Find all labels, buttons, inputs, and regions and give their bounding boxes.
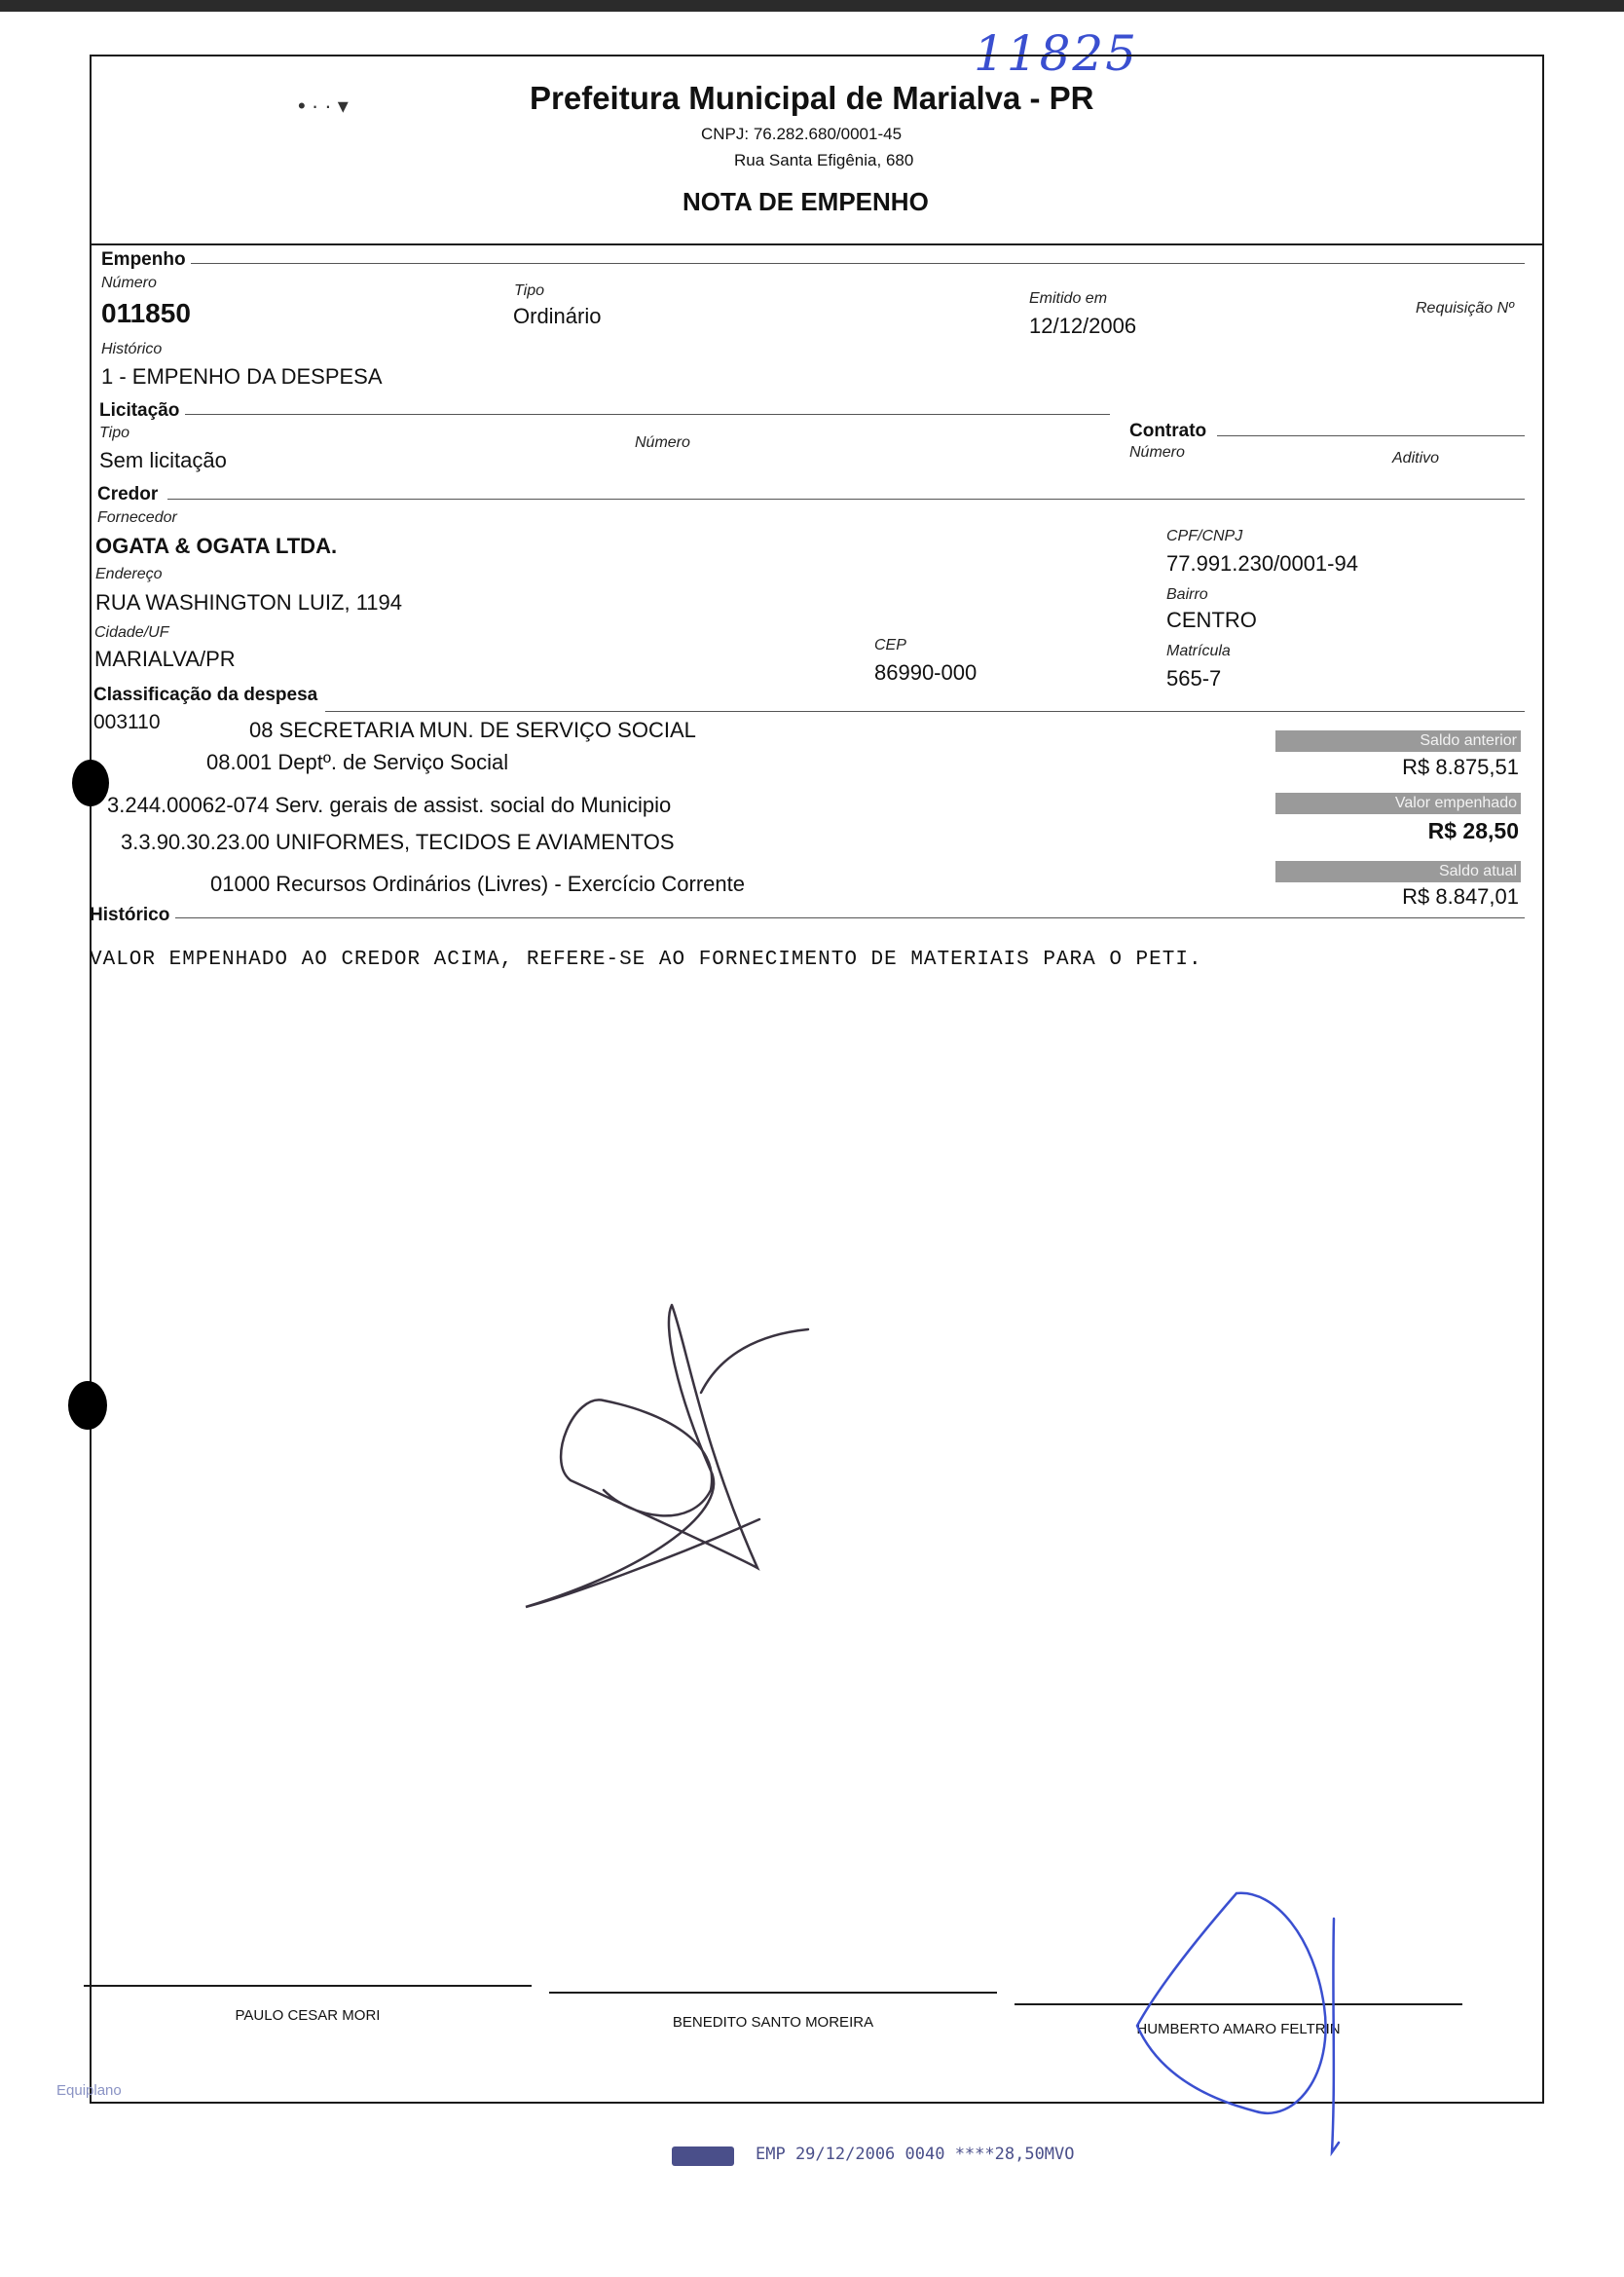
endereco-label: Endereço [95,566,163,582]
licitacao-numero-label: Número [635,434,690,451]
empenho-rule [191,263,1525,264]
signatory-3: HUMBERTO AMARO FELTRIN [1136,2021,1341,2037]
fornecedor-label: Fornecedor [97,509,177,526]
punch-hole-top [72,760,109,806]
handwritten-number: 11825 [974,25,1139,82]
classificacao-orgao: 08 SECRETARIA MUN. DE SERVIÇO SOCIAL [249,718,696,742]
signatory-1: PAULO CESAR MORI [235,2007,381,2024]
software-watermark: Equiplano [56,2082,122,2099]
cep-label: CEP [874,637,906,653]
bairro-label: Bairro [1166,586,1208,603]
valor-empenhado-label: Valor empenhado [1275,793,1521,814]
licitacao-section-title: Licitação [99,400,180,421]
cpf-label: CPF/CNPJ [1166,528,1243,544]
signature-line-2 [549,1992,997,1994]
matricula-value: 565-7 [1166,666,1222,691]
classificacao-section-title: Classificação da despesa [93,685,318,705]
credor-section-title: Credor [97,484,159,504]
classificacao-funcional: 3.244.00062-074 Serv. gerais de assist. social do Municipio [107,793,672,817]
contrato-section-title: Contrato [1129,421,1207,441]
document-frame [90,55,1544,2104]
contrato-aditivo-label: Aditivo [1392,450,1440,467]
emitido-label: Emitido em [1029,290,1108,307]
requisicao-label: Requisição Nº [1416,300,1514,317]
page-title: Prefeitura Municipal de Marialva - PR [530,80,1094,116]
matricula-label: Matrícula [1166,643,1231,659]
scan-top-edge [0,0,1624,12]
bairro-value: CENTRO [1166,608,1257,632]
licitacao-rule [185,414,1110,415]
saldo-anterior-label: Saldo anterior [1275,730,1521,752]
emitido-date: 12/12/2006 [1029,314,1137,338]
endereco-value: RUA WASHINGTON LUIZ, 1194 [95,590,403,615]
signatory-2: BENEDITO SANTO MOREIRA [672,2014,874,2031]
cep-value: 86990-000 [874,660,978,685]
signature-scribble [506,1286,818,1636]
licitacao-tipo: Sem licitação [99,448,227,472]
cpf-value: 77.991.230/0001-94 [1166,551,1358,576]
signature-blue [1120,1880,1353,2162]
print-stamp: EMP 29/12/2006 0040 ****28,50MVO [756,2145,1075,2164]
classificacao-elemento: 3.3.90.30.23.00 UNIFORMES, TECIDOS E AVIAMENTOS [121,830,675,854]
classificacao-rule [325,711,1525,712]
header-cnpj: CNPJ: 76.282.680/0001-45 [701,125,903,143]
saldo-atual-label: Saldo atual [1275,861,1521,882]
historico-section-title: Histórico [90,905,170,925]
contrato-rule [1217,435,1525,436]
historico-text: VALOR EMPENHADO AO CREDOR ACIMA, REFERE-SE AO FORNECIMENTO DE MATERIAIS PARA O PETI. [90,949,1202,971]
empenho-tipo-label: Tipo [514,282,544,299]
saldo-anterior-value: R$ 8.875,51 [1402,755,1519,779]
print-stamp-mark [672,2146,734,2166]
saldo-atual-value: R$ 8.847,01 [1402,884,1519,909]
classificacao-recurso: 01000 Recursos Ordinários (Livres) - Exercício Corrente [210,872,745,896]
classificacao-unidade: 08.001 Deptº. de Serviço Social [206,750,509,774]
document-type-title: NOTA DE EMPENHO [683,187,929,216]
empenho-historico-label: Histórico [101,341,163,357]
credor-rule [167,499,1525,500]
licitacao-tipo-label: Tipo [99,425,129,441]
classificacao-code: 003110 [93,711,161,733]
signature-line-1 [84,1985,532,1987]
fornecedor-name: OGATA & OGATA LTDA. [95,534,338,558]
header-ticks: • · · ▾ [298,93,349,118]
valor-empenhado-value: R$ 28,50 [1427,818,1519,843]
historico-rule [175,917,1525,918]
punch-hole-bottom [68,1381,107,1430]
empenho-numero-label: Número [101,275,157,291]
empenho-historico: 1 - EMPENHO DA DESPESA [101,364,383,389]
header-divider [90,243,1544,245]
empenho-section-title: Empenho [101,249,186,270]
cidade-value: MARIALVA/PR [94,647,236,671]
empenho-tipo: Ordinário [513,304,602,328]
header-address: Rua Santa Efigênia, 680 [734,151,914,169]
empenho-numero: 011850 [101,298,191,328]
contrato-numero-label: Número [1129,444,1185,461]
cidade-label: Cidade/UF [94,624,169,641]
